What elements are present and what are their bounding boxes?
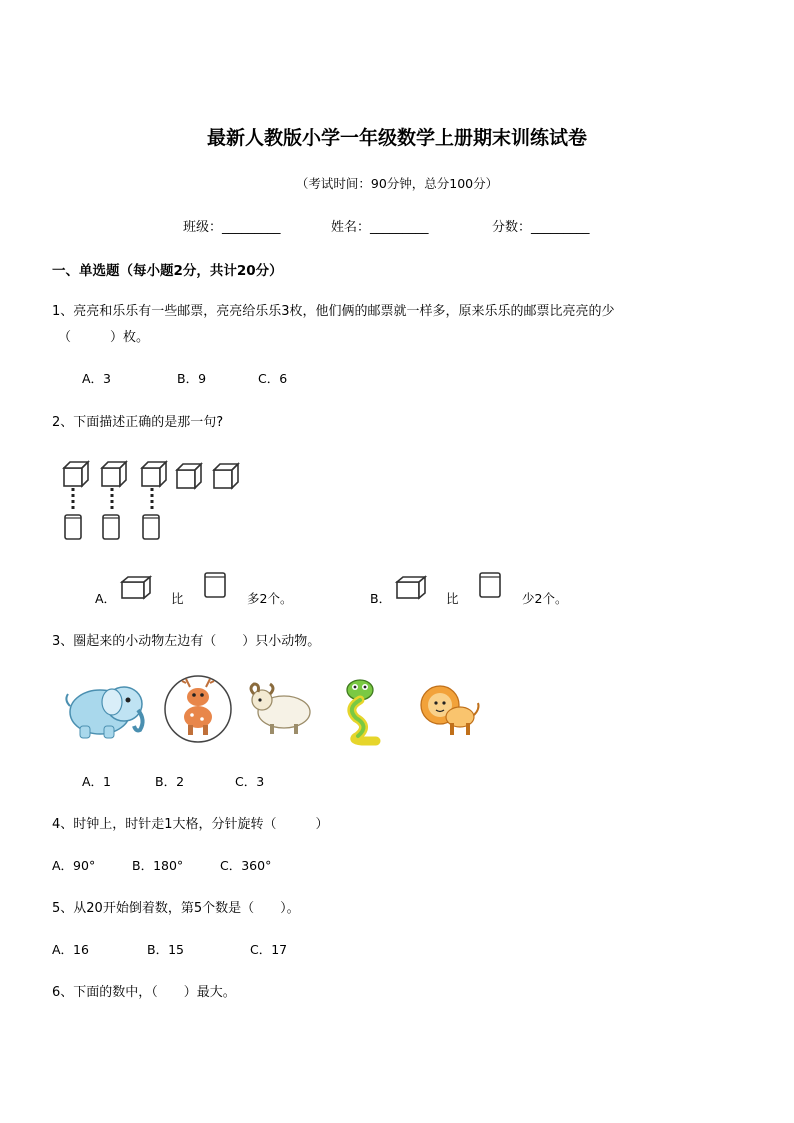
lion-icon	[418, 683, 482, 739]
q4-option-c: C．360°	[220, 858, 272, 873]
q2-option-a-compare: 比	[171, 591, 184, 606]
cylinder-icon	[203, 571, 227, 601]
q2-option-b-result: 少2个。	[522, 591, 568, 606]
question-5-text: 5、从20开始倒着数，第5个数是（ ）。	[52, 901, 300, 916]
q3-option-b: B．2	[155, 774, 185, 789]
question-4-text: 4、时钟上，时针走1大格，分针旋转（ ）	[52, 817, 329, 832]
q3-option-a: A．1	[82, 774, 112, 789]
q2-option-b-label: B．	[370, 591, 392, 606]
q3-option-c: C．3	[235, 774, 265, 789]
q5-option-b: B．15	[147, 942, 184, 957]
section-heading: 一、单选题（每小题2分，共计20分）	[52, 263, 283, 279]
cube-icon	[395, 575, 429, 601]
exam-subtitle: （考试时间：90分钟，总分100分）	[295, 176, 499, 191]
q4-option-b: B．180°	[132, 858, 184, 873]
sheep-icon	[248, 680, 314, 740]
question-2-text: 2、下面描述正确的是那一句?	[52, 415, 224, 430]
score-field: 分数：_________	[492, 220, 590, 235]
q1-option-b: B．9	[177, 371, 207, 386]
q1-option-a: A．3	[82, 371, 112, 386]
cube-icon	[120, 575, 154, 601]
page-title: 最新人教版小学一年级数学上册期末训练试卷	[206, 127, 587, 149]
name-field: 姓名：_________	[331, 220, 429, 235]
question-3-text: 3、圈起来的小动物左边有（ ）只小动物。	[52, 634, 321, 649]
q2-option-a-result: 多2个。	[247, 591, 293, 606]
snake-icon	[338, 678, 382, 744]
q2-option-b-compare: 比	[446, 591, 459, 606]
question-1-text-cont: （ ）枚。	[58, 330, 150, 345]
question-1-text: 1、亮亮和乐乐有一些邮票，亮亮给乐乐3枚，他们俩的邮票就一样多，原来乐乐的邮票比亮亮的少	[52, 304, 615, 319]
class-field: 班级：_________	[183, 220, 281, 235]
q5-option-c: C．17	[250, 942, 288, 957]
question-6-text: 6、下面的数中，（ ）最大。	[52, 985, 236, 1000]
deer-icon	[162, 673, 234, 745]
q5-option-a: A．16	[52, 942, 89, 957]
q4-option-a: A．90°	[52, 858, 96, 873]
cylinder-icon	[478, 571, 502, 601]
q1-option-c: C．6	[258, 371, 288, 386]
q2-option-a-label: A．	[95, 591, 117, 606]
cube-pairing-figure	[62, 458, 252, 548]
elephant-icon	[60, 676, 150, 742]
